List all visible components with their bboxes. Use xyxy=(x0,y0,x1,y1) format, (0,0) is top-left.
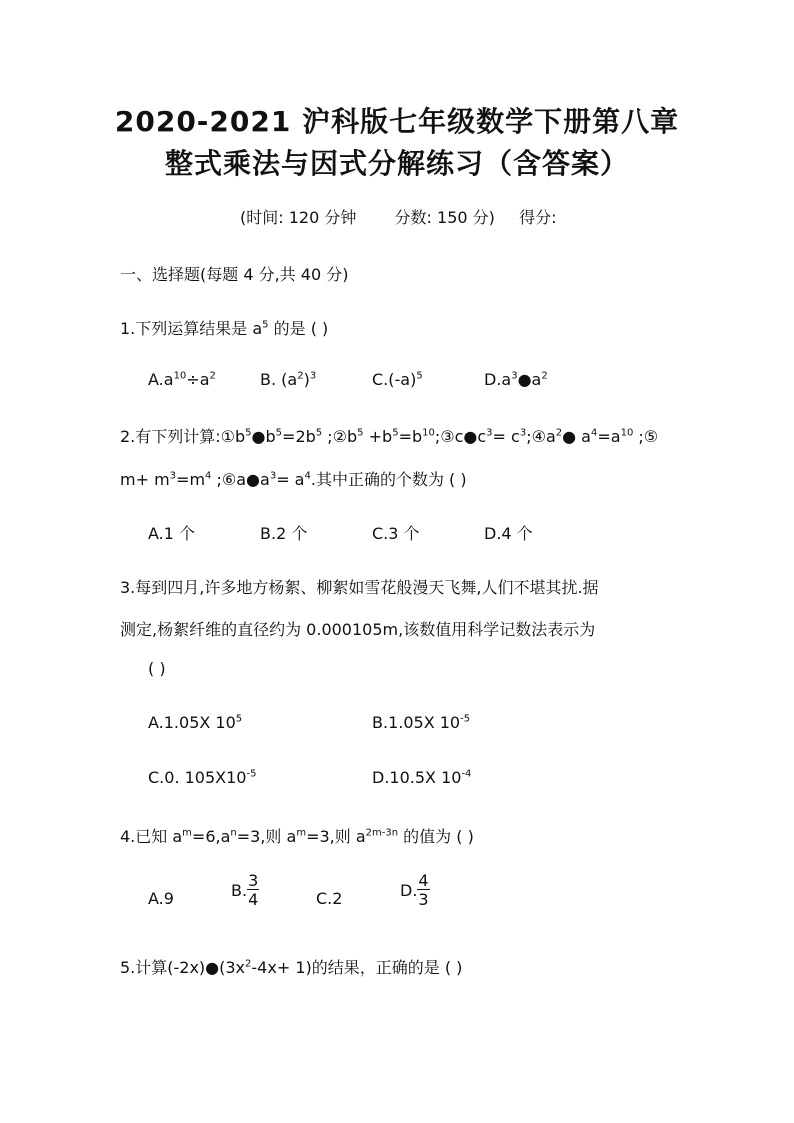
question-2-stem-line-1: 2.有下列计算$:①b^5●b^5=2b^5$ $;②b^5$ $+b^5=b^{10};③c●c^3=$ $c^3;④a^2●$ $a^4=a^{10}$ ;⑤ xyxy=(120,427,659,446)
got-score-label: 得分: xyxy=(519,208,557,227)
question-5-stem: 5.计算$(-2x)●(3x^2-4x+ 1)$的结果，正确的是 ( ) xyxy=(120,958,463,977)
time-info: (时间: 120 分钟 xyxy=(240,208,357,227)
exam-meta xyxy=(240,205,557,228)
q1-option-a: $A.a^{10}\div a^2$ xyxy=(148,370,216,389)
title-line-1: 2020-2021 沪科版七年级数学下册第八章 xyxy=(114,105,680,138)
q4-option-a: A.9 xyxy=(148,889,174,908)
q1-option-c: $C.(-a)^5$ xyxy=(372,370,423,389)
q2-option-a: A.1 个 xyxy=(148,524,196,543)
title-line-2: 整式乘法与因式分解练习（含答案） xyxy=(164,147,629,180)
q4-option-c: C.2 xyxy=(316,889,343,908)
q1-option-b: B. $(a^2)^3$ xyxy=(260,370,317,389)
question-3-stem-line-2: 测定,杨絮纤维的直径约为 0.000105m,该数值用科学记数法表示为 xyxy=(120,620,596,639)
q2-option-d: D.4 个 xyxy=(484,524,533,543)
q3-option-b: B.1.05X $10^{-5}$ xyxy=(372,713,471,732)
question-3-answer-bracket: ( ) xyxy=(148,659,166,678)
fraction-four-thirds: $\frac{4}{3}$ xyxy=(418,871,429,909)
section-heading: 一、选择题(每题 4 分,共 40 分) xyxy=(120,265,349,284)
q2-option-c: C.3 个 xyxy=(372,524,420,543)
question-3-stem-line-1: 3.每到四月,许多地方杨絮、柳絮如雪花般漫天飞舞,人们不堪其扰.据 xyxy=(120,578,599,597)
question-2-stem-line-2: $m+ m^3=m^4$ $;⑥a●a^3= a^4$.其中正确的个数为 ( ) xyxy=(120,470,467,489)
q4-option-d: D. $\frac{4}{3}$ xyxy=(400,871,429,909)
question-1-stem: 1.下列运算结果是 $a^5$ 的是 ( ) xyxy=(120,319,329,338)
q2-option-b: B.2 个 xyxy=(260,524,308,543)
fraction-three-quarters: $\frac{3}{4}$ xyxy=(248,871,259,909)
question-4-stem: 4.已知 $a^m=6,a^n=3$,则 $a^m=3$,则 $a^{2m-3n}$ 的值为 ( ) xyxy=(120,827,474,846)
q1-option-d: $D.a^3●a^2$ xyxy=(484,370,548,389)
q3-option-d: D.10.5X $10^{-4}$ xyxy=(372,768,472,787)
q3-option-a: A.1.05X $10^5$ xyxy=(148,713,243,732)
q3-option-c: C.0. $105X10^{-5}$ xyxy=(148,768,257,787)
score-info: 分数: 150 分) xyxy=(394,208,495,227)
q4-option-b: B. $\frac{3}{4}$ xyxy=(231,871,259,909)
